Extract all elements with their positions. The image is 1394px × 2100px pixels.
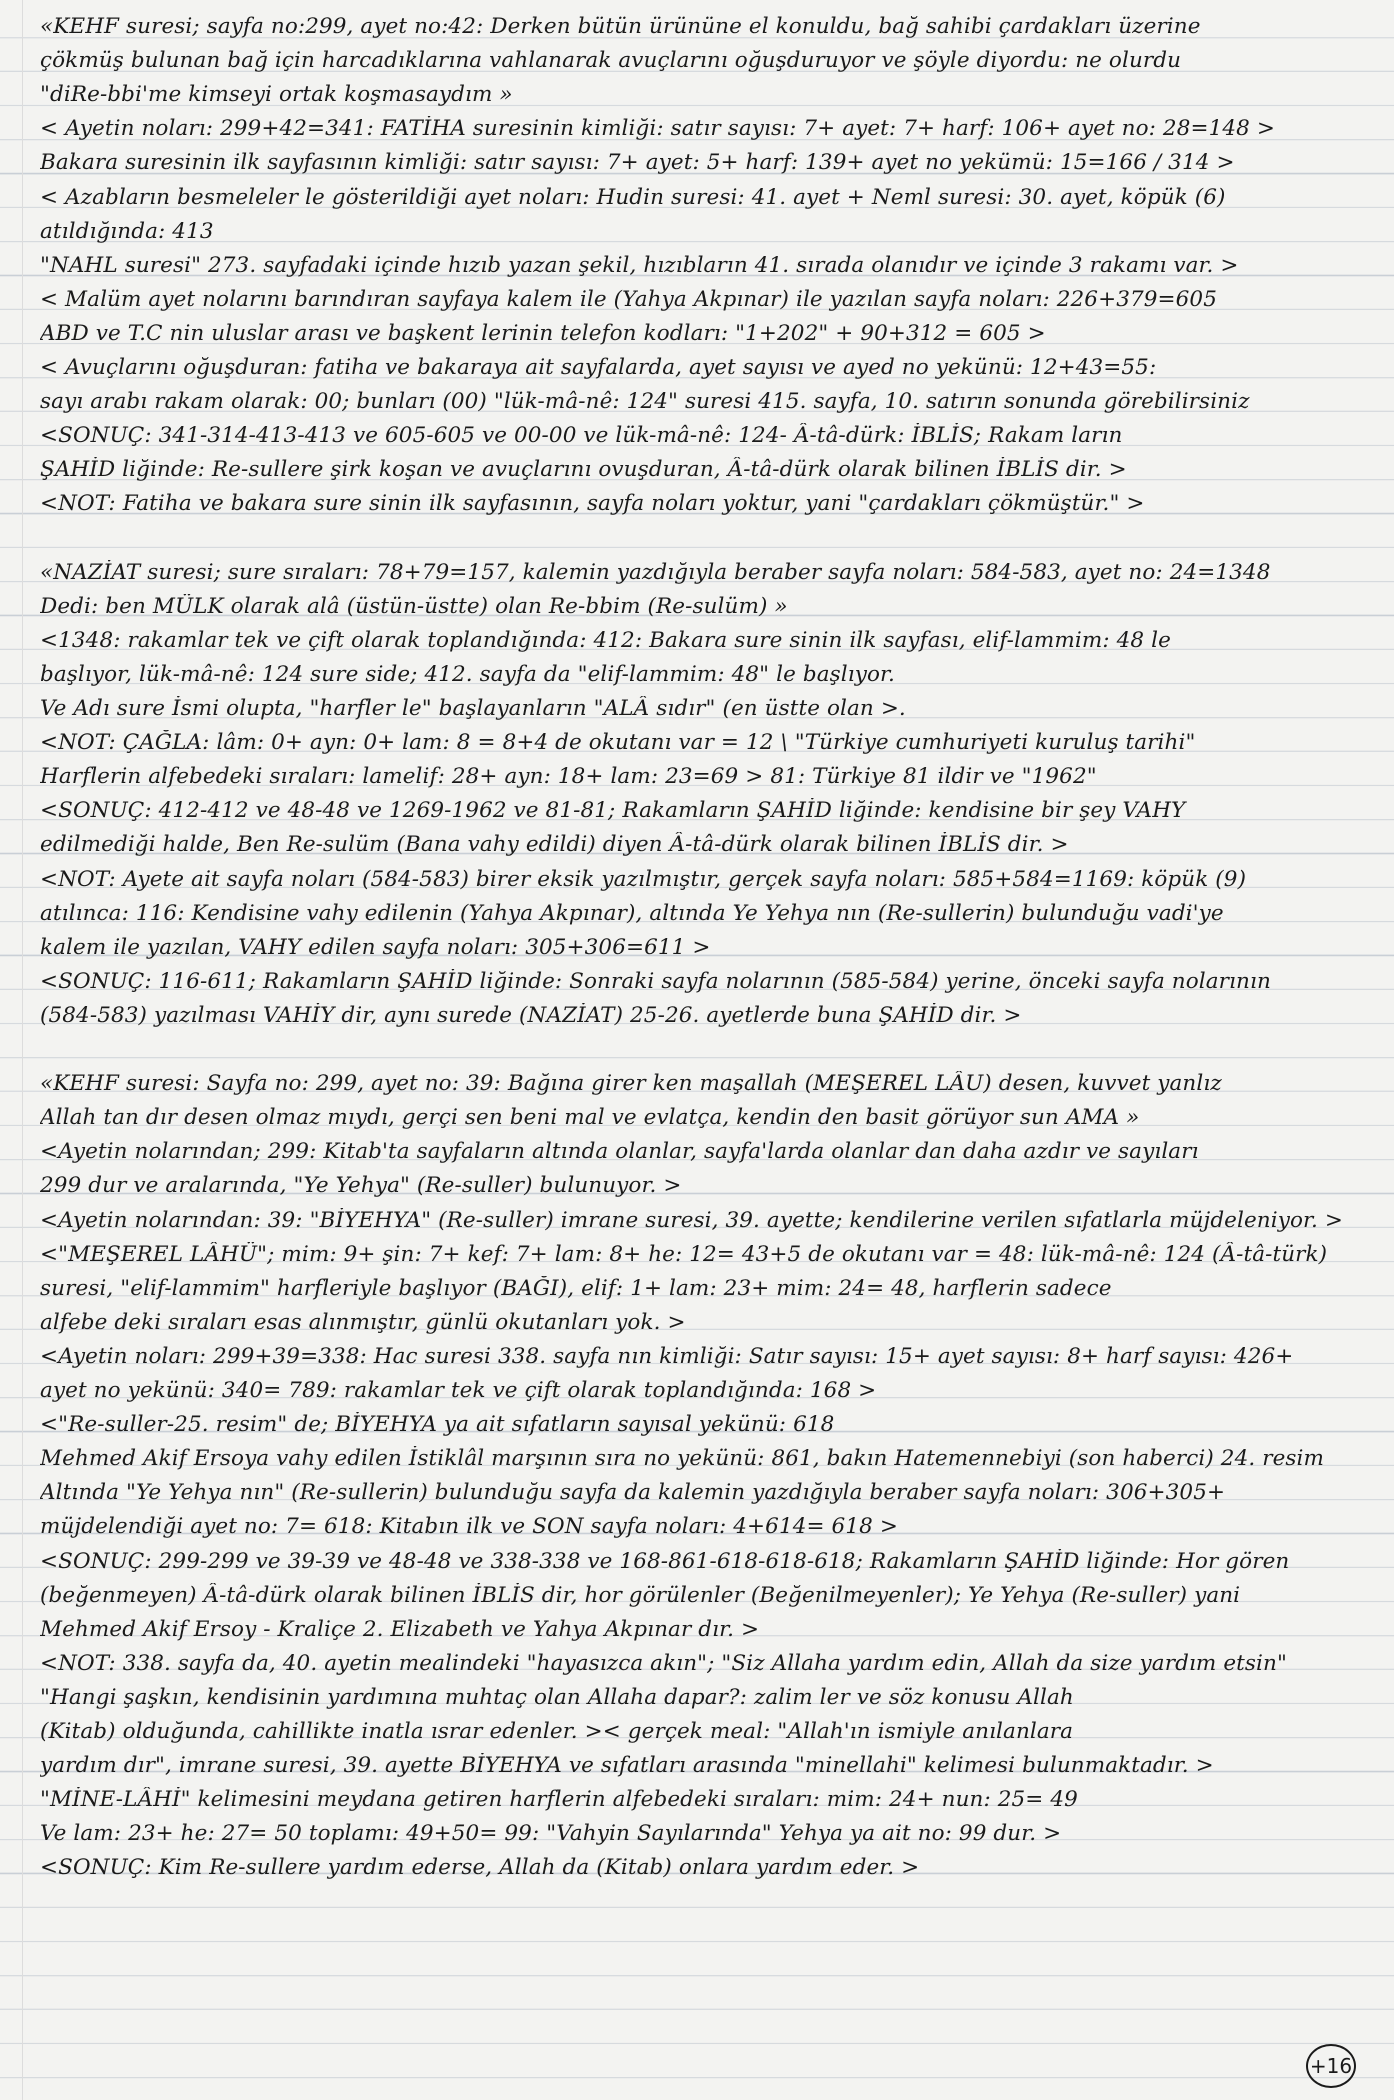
text-line: <"MEŞEREL LÂHÜ"; mim: 9+ şin: 7+ kef: 7+ lam: 8+ he: 12= 43+5 de okutanı var = 48: lük-mâ-nê: 124 (Â-tâ-türk) — [40, 1241, 1328, 1267]
text-line: Altında "Ye Yehya nın" (Re-sullerin) bulunduğu sayfa da kalemin yazdığıyla beraber sayfa noları: 306+305+ — [40, 1480, 1226, 1506]
text-line: «NAZİAT suresi; sure sıraları: 78+79=157, kalemin yazdığıyla beraber sayfa noları: 584-583, ayet no: 24=1348 — [40, 559, 1271, 585]
text-line: atılınca: 116: Kendisine vahy edilenin (Yahya Akpınar), altında Ye Yehya nın (Re-sullerin) bulunduğu vadi'ye — [40, 900, 1224, 926]
text-line: edilmediği halde, Ben Re-sulüm (Bana vahy edildi) diyen Â-tâ-dürk olarak bilinen İBLİS dir. > — [40, 832, 1069, 858]
text-line: «KEHF suresi: Sayfa no: 299, ayet no: 39: Bağına girer ken maşallah (MEŞEREL LÂU) desen, kuvvet yanlız — [40, 1071, 1222, 1097]
text-line: Harflerin alfebedeki sıraları: lamelif: 28+ ayn: 18+ lam: 23=69 > 81: Türkiye 81 ildir ve "1962" — [40, 764, 1097, 790]
page-margin-rule — [22, 0, 23, 2100]
text-line: suresi, "elif-lammim" harfleriyle başlıyor (BAĞI), elif: 1+ lam: 23+ mim: 24= 48, harflerin sadece — [40, 1275, 1112, 1301]
page-number-badge: +16 — [1306, 2044, 1356, 2088]
text-line: <Ayetin noları: 299+39=338: Hac suresi 338. sayfa nın kimliği: Satır sayısı: 15+ ayet sayısı: 8+ harf sayısı: 426+ — [40, 1343, 1294, 1369]
text-line: (584-583) yazılması VAHİY dir, aynı surede (NAZİAT) 25-26. ayetlerde buna ŞAHİD dir. > — [40, 1002, 1022, 1028]
text-line: atıldığında: 413 — [40, 218, 214, 244]
text-line: kalem ile yazılan, VAHY edilen sayfa noları: 305+306=611 > — [40, 934, 711, 960]
text-line: "NAHL suresi" 273. sayfadaki içinde hızıb yazan şekil, hızıbların 41. sırada olanıdır ve içinde 3 rakamı var. > — [40, 252, 1239, 278]
text-line: <SONUÇ: Kim Re-sullere yardım ederse, Allah da (Kitab) onlara yardım eder. > — [40, 1855, 920, 1881]
text-line: <NOT: ÇAĞLA: lâm: 0+ ayn: 0+ lam: 8 = 8+4 de okutanı var = 12 \ "Türkiye cumhuriyeti kuruluş tarihi" — [40, 730, 1196, 756]
text-line: Mehmed Akif Ersoy - Kraliçe 2. Elizabeth ve Yahya Akpınar dır. > — [40, 1616, 760, 1642]
text-line: <SONUÇ: 341-314-413-413 ve 605-605 ve 00-00 ve lük-mâ-nê: 124- Â-tâ-dürk: İBLİS; Rakam ların — [40, 423, 1123, 449]
text-line: <Ayetin nolarından: 39: "BİYEHYA" (Re-suller) imrane suresi, 39. ayette; kendilerine verilen sıfatlarla müjdeleniyor. > — [40, 1207, 1344, 1233]
text-line: <SONUÇ: 116-611; Rakamların ŞAHİD liğinde: Sonraki sayfa nolarının (585-584) yerine, önceki sayfa nolarının — [40, 968, 1271, 994]
text-line: müjdelendiği ayet no: 7= 618: Kitabın ilk ve SON sayfa noları: 4+614= 618 > — [40, 1514, 898, 1540]
text-line: ŞAHİD liğinde: Re-sullere şirk koşan ve avuçlarını ovuşduran, Â-tâ-dürk olarak bilinen İBLİS dir. > — [40, 457, 1127, 483]
text-line: <SONUÇ: 412-412 ve 48-48 ve 1269-1962 ve 81-81; Rakamların ŞAHİD liğinde: kendisine bir şey VAHY — [40, 798, 1186, 824]
text-line: Ve lam: 23+ he: 27= 50 toplamı: 49+50= 99: "Vahyin Sayılarında" Yehya ya ait no: 99 dur. > — [40, 1821, 1062, 1847]
text-line: ABD ve T.C nin uluslar arası ve başkent lerinin telefon kodları: "1+202" + 90+312 = 605 > — [40, 320, 1046, 346]
text-line: "Hangi şaşkın, kendisinin yardımına muhtaç olan Allaha dapar?: zalim ler ve söz konusu Allah — [40, 1684, 1074, 1710]
text-line: <NOT: 338. sayfa da, 40. ayetin mealindeki "hayasızca akın"; "Siz Allaha yardım edin, Allah da size yardım etsin" — [40, 1650, 1287, 1676]
text-line: <1348: rakamlar tek ve çift olarak toplandığında: 412: Bakara sure sinin ilk sayfası, elif-lammim: 48 le — [40, 627, 1171, 653]
text-line: < Avuçlarını oğuşduran: fatiha ve bakaraya ait sayfalarda, ayet sayısı ve ayed no yekünü: 12+43=55: — [40, 355, 1157, 380]
text-line: <SONUÇ: 299-299 ve 39-39 ve 48-48 ve 338-338 ve 168-861-618-618-618; Rakamların ŞAHİD liğinde: Hor gören — [40, 1548, 1290, 1574]
text-line: ayet no yekünü: 340= 789: rakamlar tek ve çift olarak toplandığında: 168 > — [40, 1378, 877, 1403]
text-line: başlıyor, lük-mâ-nê: 124 sure side; 412. sayfa da "elif-lammim: 48" le başlıyor. — [40, 661, 895, 687]
text-line: (Kitab) olduğunda, cahillikte inatla ısrar edenler. >< gerçek meal: "Allah'ın ismiyle anılanlara — [40, 1719, 1074, 1744]
text-line: Bakara suresinin ilk sayfasının kimliği: satır sayısı: 7+ ayet: 5+ harf: 139+ ayet no yekümü: 15=166 / 314 > — [40, 150, 1235, 176]
text-line: yardım dır", imrane suresi, 39. ayette BİYEHYA ve sıfatları arasında "minellahi" kelimesi bulunmaktadır. > — [40, 1753, 1214, 1779]
text-line: Ve Adı sure İsmi olupta, "harfler le" başlayanların "ALÂ sıdır" (en üstte olan >. — [40, 696, 906, 721]
text-line: çökmüş bulunan bağ için harcadıklarına vahlanarak avuçlarını oğuşduruyor ve şöyle diyordu: ne olurdu — [40, 48, 1182, 74]
text-line: sayı arabı rakam olarak: 00; bunları (00) "lük-mâ-nê: 124" suresi 415. sayfa, 10. satırın sonunda görebilirsiniz — [40, 389, 1250, 415]
text-line: < Malüm ayet nolarını barındıran sayfaya kalem ile (Yahya Akpınar) ile yazılan sayfa noları: 226+379=605 — [40, 286, 1217, 312]
text-line: < Ayetin noları: 299+42=341: FATİHA suresinin kimliği: satır sayısı: 7+ ayet: 7+ harf: 106+ ayet no: 28=148 > — [40, 116, 1275, 142]
text-line: (beğenmeyen) Â-tâ-dürk olarak bilinen İBLİS dir, hor görülenler (Beğenilmeyenler); Ye Yehya (Re-suller) yani — [40, 1582, 1241, 1608]
text-line: "diRe-bbi'me kimseyi ortak koşmasaydım » — [40, 82, 513, 108]
text-line: <"Re-suller-25. resim" de; BİYEHYA ya ait sıfatların sayısal yekünü: 618 — [40, 1412, 835, 1438]
text-line: <NOT: Fatiha ve bakara sure sinin ilk sayfasının, sayfa noları yoktur, yani "çardakları çökmüştür." > — [40, 491, 1145, 517]
text-line: <NOT: Ayete ait sayfa noları (584-583) birer eksik yazılmıştır, gerçek sayfa noları: 585+584=1169: köpük (9) — [40, 866, 1247, 892]
text-line: alfebe deki sıraları esas alınmıştır, günlü okutanları yok. > — [40, 1309, 686, 1335]
text-line: "MİNE-LÂHİ" kelimesini meydana getiren harflerin alfebedeki sıraları: mim: 24+ nun: 25= 49 — [40, 1787, 1078, 1813]
text-line: 299 dur ve aralarında, "Ye Yehya" (Re-suller) bulunuyor. > — [40, 1173, 682, 1199]
text-line: <Ayetin nolarından; 299: Kitab'ta sayfaların altında olanlar, sayfa'larda olanlar dan daha azdır ve sayıları — [40, 1139, 1199, 1165]
text-line: «KEHF suresi; sayfa no:299, ayet no:42: Derken bütün ürününe el konuldu, bağ sahibi çardakları üzerine — [40, 14, 1201, 39]
text-line: < Azabların besmeleler le gösterildiği ayet noları: Hudin suresi: 41. ayet + Neml suresi: 30. ayet, köpük (6) — [40, 184, 1226, 210]
text-line: Allah tan dır desen olmaz mıydı, gerçi sen beni mal ve evlatça, kendin den basit görüyor sun AMA » — [40, 1105, 1140, 1131]
text-line: Mehmed Akif Ersoya vahy edilen İstiklâl marşının sıra no yekünü: 861, bakın Hatemennebiyi (son haberci) 24. resim — [40, 1446, 1325, 1472]
text-line: Dedi: ben MÜLK olarak alâ (üstün-üstte) olan Re-bbim (Re-sulüm) » — [40, 593, 788, 619]
